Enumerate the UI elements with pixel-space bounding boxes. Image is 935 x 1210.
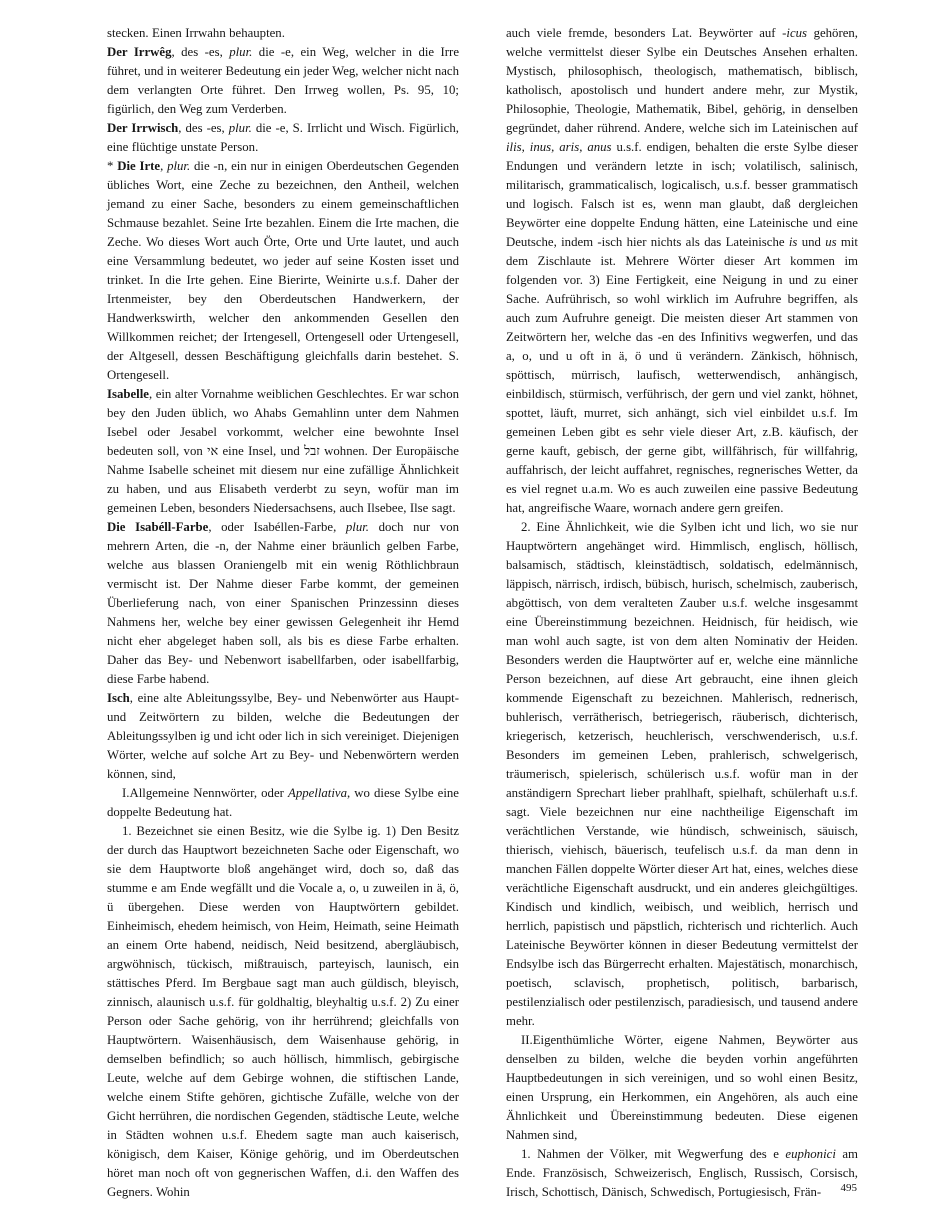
entry-der-irrweg xyxy=(107,43,459,119)
text-columns xyxy=(107,24,858,1202)
headword: Die Irte xyxy=(117,159,161,173)
headword: Isabelle xyxy=(107,387,149,401)
text-segment: plur. xyxy=(229,45,253,59)
text-segment: us xyxy=(825,235,837,249)
text-segment: plur. xyxy=(167,159,191,173)
text-segment: euphonici xyxy=(785,1147,836,1161)
text-segment: doch nur von mehrern Arten, die -n, der Nahme einer bräunlich gelben Farbe, welche aus blassen Oraniengelb mit ein wenig Röthlichbraun vermischt ist. Der Nahme dieser Farbe kommt, der gemeinen Überlieferung nach, von einer Spanischen Prinzessinn dieses Nahmens her, welche bey einer gewissen Gelegenheit ihr Hemd nicht eher abgeleget haben soll, als bis es diese Farbe erhalten. Daher das Bey- und Nebenwort isabellfarben, oder isabellfarbig, diese Farbe habend. xyxy=(107,520,459,686)
text-segment: gehören, welche vermittelst dieser Sylbe ein Deutsches Ansehen erhalten. Mystisch, philosophisch, theologisch, mathematisch, biblisch, katholisch, apostolisch und hundert andere mehr, zur Mystik, Philosophie, Theologie, Mathematik, Bibel, gehörig, in denselben gegründet, daher rührend. Andere, welche sich im Lateinischen auf xyxy=(506,26,858,135)
text-segment: * xyxy=(107,159,118,173)
text-segment: I.Allgemeine Nennwörter, oder xyxy=(122,786,288,800)
left-column xyxy=(107,24,459,1202)
text-segment: die -e, ein Weg, welcher in die Irre führet, und in weiterer Bedeutung ein jeder Weg, welcher nicht nach dem verlangten Orte führet. Den Irrweg wollen, Ps. 95, 10; figürlich, den Weg zum Verderben. xyxy=(107,45,459,116)
text-segment: , wo diese Sylbe eine doppelte Bedeutung hat. xyxy=(107,786,459,819)
text-segment: am Ende. Französisch, Schweizerisch, Englisch, Russisch, Corsisch, Irisch, Schottisch, Dänisch, Schwedisch, Portugiesisch, Frän- xyxy=(506,1147,858,1199)
entry-die-isabell-farbe xyxy=(107,518,459,689)
text-segment: II.Eigenthümliche Wörter, eigene Nahmen, Beywörter aus denselben zu bilden, welche die beyden vorhin angeführten Hauptbedeutungen in sich vereinigen, und so wohl einen Besitz, einen Ursprung, ein Herkommen, ein Angehören, als auch eine Ähnlichkeit und Übereinstimmung bedeuten. Diese eigenen Nahmen sind, xyxy=(506,1033,858,1142)
text-segment: und xyxy=(797,235,826,249)
text-segment: mit dem Zischlaute ist. Mehrere Wörter dieser Art kommen im folgenden vor. 3) Eine Fertigkeit, eine Neigung in und zu einer Sache. Aufrührisch, so wohl wirklich im Aufruhre begriffen, als auch zum Aufruhre geneigt. Die meisten dieser Art stammen von Zeitwörtern her, welche das -en des Infinitivs wegwerfen, und das a, o, und u oft in ä, ö und ü verändern. Zänkisch, höhnisch, spöttisch, mürrisch, laufisch, wetterwendisch, anhängisch, einbildisch, stürmisch, verführisch, der gern und viel zankt, höhnet, spottet, läuft, murret, sich anhängt, sich viel einbildet u.s.f. Im gemeinen Leben gibt es sehr viele dieser Art, z.B. käufisch, der gerne kauft, gebisch, der gerne gibt, willfährisch, für willfahrig, auffahrisch, der leicht auffahret, regnisches, regnerisches Wetter, da es viel regnet u.a.m. Wo es auch zuweilen eine passive Bedeutung hat, angreifische Waare, wornach andere gern greifen. xyxy=(506,235,858,515)
text-segment: , oder Isabéllen-Farbe, xyxy=(208,520,346,534)
text-segment: , des -es, xyxy=(178,121,229,135)
text-segment: אי xyxy=(207,444,219,458)
entry-der-irrwisch xyxy=(107,119,459,157)
text-segment: eine Insel, und xyxy=(218,444,305,458)
section-ii-eigenthuemliche-woerter xyxy=(506,1031,858,1145)
right-column xyxy=(506,24,858,1202)
text-segment: 1. Nahmen der Völker, mit Wegwerfung des e xyxy=(521,1147,786,1161)
text-segment: ilis, inus, aris, anus xyxy=(506,140,612,154)
page-number: 495 xyxy=(840,1182,857,1194)
text-segment: Appellativa xyxy=(288,786,347,800)
text-segment: 1. Bezeichnet sie einen Besitz, wie die Sylbe ig. 1) Den Besitz der durch das Hauptwort bezeichneten Sache oder Eigenschaft, wo sie dem Hauptworte bloß angehänget wird, doch so, daß das stumme e am Ende wegfällt und die Vocale a, o, u zuweilen in ä, ö, ü übergehen. Diese werden von Hauptwörtern gebildet. Einheimisch, ehedem heimisch, von Heim, Heimath, seine Heimath an einem Orte habend, neidisch, Neid besitzend, abergläubisch, argwöhnisch, tückisch, mißtrauisch, parteyisch, launisch, ein stättisches Pferd. Im Bergbaue sagt man auch güldisch, bleyisch, zinnisch, alaunisch u.s.f. für goldhaltig, bleyhaltig u.s.f. 2) Zu einer Person oder Sache gehörig, von ihr herrührend; gleichfalls von Hauptwörtern. Waisenhäusisch, dem Waisenhause gehörig, in demselben befindlich; so auch höllisch, himmlisch, gebirgische Leute, welche auf dem Gebirge wohnen, die stiftischen Lande, welche einem Stifte gehören, gichtische Zufälle, welche von der Gicht herrühren, die nordischen Gegenden, städtische Leute, welche in Städten wohnen u.s.f. Ehedem sagte man auch kaiserisch, königisch, dem Kaiser, Könige gehörig, und im Oberdeutschen höret man noch oft von gegnerischen Waffen, d.i. den Waffen des Gegners. Wohin xyxy=(107,824,459,1199)
text-segment: die -n, ein nur in einigen Oberdeutschen Gegenden übliches Wort, eine Zeche zu bezeichnen, den Antheil, welchen jemand zu einer Sache, besonders zu einem gemeinschaftlichen Schmause bezahlet. Seine Irte bezahlen. Einem die Irte machen, die Zeche. Wo dieses Wort auch Örte, Orte und Urte lautet, und auch eine Versammlung bedeutet, wo jeder auf seine Kosten isset und trinket. In die Irte gehen. Eine Bierirte, Weinirte u.s.f. Daher der Irtenmeister, bey den Oberdeutschen Handwerkern, der Handwerkswirth, welcher den ankommenden Gesellen den Willkommen reichet; der Irtengesell, Ortengesell oder Urtengesell, der Altgesell, dessen Beschäftigung gleichfalls darin bestehet. S. Ortengesell. xyxy=(107,159,459,382)
text-segment: , xyxy=(160,159,168,173)
section-i-allgemeine-nennwoerter xyxy=(107,784,459,822)
text-segment: die -e, S. Irrlicht und Wisch. Figürlich, eine flüchtige unstate Person. xyxy=(107,121,459,154)
entry-isabelle xyxy=(107,385,459,518)
headword: Isch xyxy=(107,691,130,705)
headword: Der Irrwêg xyxy=(107,45,172,59)
text-segment: auch viele fremde, besonders Lat. Beywörter auf xyxy=(506,26,783,40)
text-segment: , des -es, xyxy=(171,45,230,59)
text-segment: stecken. Einen Irrwahn behaupten. xyxy=(107,26,285,40)
continuation-isch-paragraph xyxy=(506,24,858,518)
entry-isch xyxy=(107,689,459,784)
text-segment: plur. xyxy=(345,520,370,534)
text-segment: wohnen. Der Europäische Nahme Isabelle scheinet mit diesem nur eine zufällige Ähnlichkeit zu haben, und aus Elisabeth verderbt zu seyn, wofür man im gemeinen Leben, besonders Niedersachsens, auch Ilsebee, Ilse sagt. xyxy=(107,444,459,515)
text-segment: , ein alter Vornahme weiblichen Geschlechtes. Er war schon bey den Juden üblich, wo Ahabs Gemahlinn unter dem Nahmen Isebel oder Jesabel vorkommt, welcher eine bewohnte Insel bedeuten soll, von xyxy=(107,387,459,458)
section-2-aehnlichkeit xyxy=(506,518,858,1031)
text-segment: , eine alte Ableitungssylbe, Bey- und Nebenwörter aus Haupt- und Zeitwörtern zu bilden, welche die Bedeutungen der Ableitungssylben ig und icht oder lich in sich vereiniget. Diejenigen Wörter, welche auf solche Art zu Bey- und Nebenwörtern werden können, sind, xyxy=(107,691,459,781)
text-segment: זבל xyxy=(304,444,320,458)
entry-die-irte xyxy=(107,157,459,385)
continuation-paragraph xyxy=(107,24,459,43)
section-1-nahmen-der-voelker xyxy=(506,1145,858,1202)
text-segment: plur. xyxy=(228,121,252,135)
text-segment: is xyxy=(788,235,798,249)
text-segment: 2. Eine Ähnlichkeit, wie die Sylben icht und lich, wo sie nur Hauptwörtern angehänget wird. Himmlisch, englisch, höllisch, balsamisch, städtisch, kleinstädtisch, soldatisch, edelmännisch, läppisch, närrisch, irdisch, bübisch, hurisch, schelmisch, zauberisch, abgöttisch, von dem veralteten Zauber u.s.f. welche insgesammt eine Übereinstimmung bezeichnen. Heidnisch, für heidisch, wie man wohl auch sagte, ist von dem alten Nominativ der Heiden. Besonders werden die Hauptwörter auf er, welche eine männliche Person bezeichnen, auf diese Art gebraucht, eine ihnen gleich kommende Eigenschaft zu bezeichnen. Mahlerisch, rednerisch, buhlerisch, verrätherisch, betriegerisch, räuberisch, dichterisch, kriegerisch, ketzerisch, heuchlerisch, verschwenderisch, u.s.f. Besonders im gemeinen Leben, prahlerisch, schwelgerisch, träumerisch, spielerisch, schülerisch u.s.f. wofür man in der anständigern Sprechart lieber prahlhaft, spielhaft, schülerhaft u.s.f. sagt. Viele bezeichnen nur eine nachtheilige Eigenschaft im verächtlichen Verstande, wie hündisch, schweinisch, säuisch, thierisch, viehisch, bäuerisch, teufelisch u.s.f. da man denn in manchen Fällen doppelte Wörter dieser Art hat, eines, welches diese verächtliche Eigenschaft ausdruckt, und ein anderes gleichgültiges. Kindisch und kindlich, weibisch, und weiblich, herrisch und herrlich, papistisch und päpstlich, richterisch und richterlich. Auch Lateinische Beywörter können in dieser Bedeutung vermittelst der Endsylbe isch das Bürgerrecht erhalten. Majestätisch, monarchisch, poetisch, sclavisch, prophetisch, politisch, barbarisch, pestilenzialisch oder pestilenzisch, paradiesisch, und tausend andere mehr. xyxy=(506,520,858,1028)
section-1-besitz xyxy=(107,822,459,1202)
text-segment: -icus xyxy=(782,26,808,40)
text-segment: u.s.f. endigen, behalten die erste Sylbe dieser Endungen und verändern letzte in isch; volatilisch, salinisch, militarisch, grammaticalisch, logicalisch, u.s.f. besser grammatisch und logisch. Falsch ist es, wenn man glaubt, daß dergleichen Beywörter eine doppelte Endung hätten, eine Lateinische und eine Deutsche, indem -isch hier nichts als das Lateinische xyxy=(506,140,858,249)
headword: Der Irrwisch xyxy=(107,121,179,135)
headword: Die Isabéll-Farbe xyxy=(107,520,209,534)
